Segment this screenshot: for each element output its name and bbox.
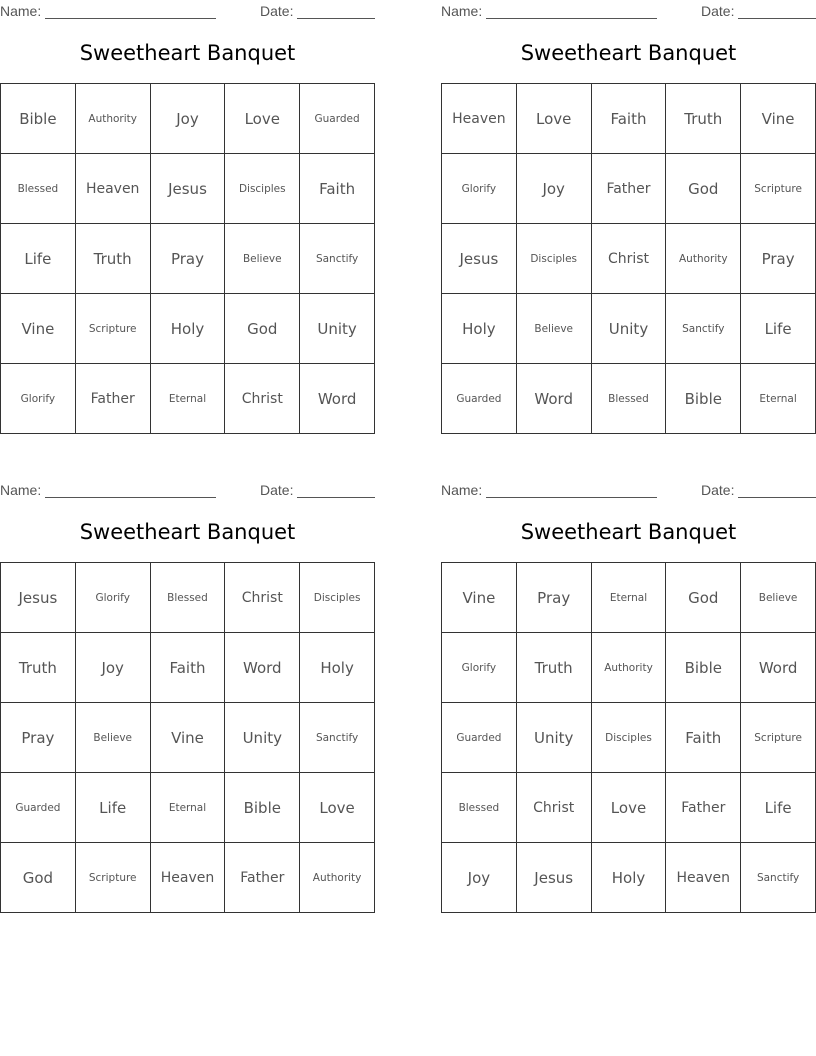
bingo-grid	[0, 83, 375, 434]
bingo-cell: Heaven	[76, 154, 151, 224]
bingo-cell: Pray	[517, 563, 592, 633]
bingo-cell: Life	[1, 224, 76, 294]
name-blank-line	[486, 18, 657, 19]
bingo-cell: Faith	[300, 154, 375, 224]
bingo-cell: Love	[592, 773, 667, 843]
bingo-cell: Christ	[225, 563, 300, 633]
name-blank-line	[45, 497, 216, 498]
bingo-cell: Eternal	[151, 364, 226, 434]
bingo-cell: Father	[76, 364, 151, 434]
bingo-cell: Truth	[517, 633, 592, 703]
bingo-cell: Christ	[592, 224, 667, 294]
bingo-cell: Jesus	[517, 843, 592, 913]
bingo-cell: Joy	[76, 633, 151, 703]
bingo-cell: Faith	[151, 633, 226, 703]
bingo-cell: Bible	[225, 773, 300, 843]
bingo-cell: Joy	[442, 843, 517, 913]
bingo-cell: Blessed	[1, 154, 76, 224]
bingo-cell: Holy	[300, 633, 375, 703]
date-blank-line	[738, 497, 816, 498]
bingo-cell: God	[225, 294, 300, 364]
bingo-cell: Blessed	[442, 773, 517, 843]
card-title: Sweetheart Banquet	[79, 41, 296, 65]
bingo-cell: Unity	[517, 703, 592, 773]
date-label: Date:	[260, 482, 294, 498]
bingo-cell: Glorify	[442, 633, 517, 703]
bingo-cell: Heaven	[151, 843, 226, 913]
bingo-cell: Sanctify	[300, 703, 375, 773]
name-label: Name:	[441, 482, 483, 498]
bingo-cell: Authority	[592, 633, 667, 703]
name-date-row	[441, 3, 816, 19]
bingo-cell: Heaven	[442, 84, 517, 154]
bingo-cell: Life	[76, 773, 151, 843]
bingo-cell: Truth	[1, 633, 76, 703]
bingo-cell: Love	[517, 84, 592, 154]
bingo-cell: Jesus	[442, 224, 517, 294]
bingo-cell: Holy	[592, 843, 667, 913]
bingo-cell: Blessed	[151, 563, 226, 633]
bingo-cell: Eternal	[741, 364, 816, 434]
bingo-cell: Eternal	[592, 563, 667, 633]
date-blank-line	[738, 18, 816, 19]
bingo-cell: Glorify	[76, 563, 151, 633]
bingo-cell: Unity	[592, 294, 667, 364]
bingo-cell: Authority	[76, 84, 151, 154]
bingo-cell: Holy	[442, 294, 517, 364]
bingo-cell: Believe	[741, 563, 816, 633]
bingo-cell: Love	[300, 773, 375, 843]
bingo-cell: Scripture	[76, 294, 151, 364]
bingo-cell: Blessed	[592, 364, 667, 434]
bingo-cell: Heaven	[666, 843, 741, 913]
date-blank-line	[297, 18, 375, 19]
bingo-cell: Christ	[517, 773, 592, 843]
bingo-cell: Believe	[76, 703, 151, 773]
bingo-cell: Vine	[1, 294, 76, 364]
card-title: Sweetheart Banquet	[520, 520, 737, 544]
bingo-cell: Sanctify	[666, 294, 741, 364]
bingo-cell: Sanctify	[300, 224, 375, 294]
bingo-cell: God	[666, 563, 741, 633]
bingo-cell: Guarded	[442, 364, 517, 434]
date-label: Date:	[260, 3, 294, 19]
bingo-cell: Unity	[300, 294, 375, 364]
bingo-cell: Vine	[151, 703, 226, 773]
bingo-cell: Faith	[592, 84, 667, 154]
bingo-cell: Life	[741, 773, 816, 843]
bingo-cell: God	[666, 154, 741, 224]
bingo-cell: Disciples	[592, 703, 667, 773]
bingo-cell: Unity	[225, 703, 300, 773]
bingo-cell: Father	[666, 773, 741, 843]
bingo-cell: Bible	[666, 633, 741, 703]
bingo-cell: Father	[592, 154, 667, 224]
bingo-cell: Disciples	[517, 224, 592, 294]
bingo-cell: Word	[741, 633, 816, 703]
bingo-cell: Sanctify	[741, 843, 816, 913]
bingo-cell: Glorify	[1, 364, 76, 434]
card-title: Sweetheart Banquet	[79, 520, 296, 544]
bingo-cell: Pray	[151, 224, 226, 294]
bingo-cell: Scripture	[741, 154, 816, 224]
bingo-cell: Word	[300, 364, 375, 434]
name-blank-line	[486, 497, 657, 498]
bingo-cell: Truth	[666, 84, 741, 154]
name-label: Name:	[441, 3, 483, 19]
name-date-row	[441, 482, 816, 498]
name-label: Name:	[0, 3, 42, 19]
card-title: Sweetheart Banquet	[520, 41, 737, 65]
bingo-cell: Love	[225, 84, 300, 154]
bingo-grid	[441, 562, 816, 913]
bingo-cell: Truth	[76, 224, 151, 294]
bingo-cell: Guarded	[1, 773, 76, 843]
bingo-cell: Scripture	[741, 703, 816, 773]
bingo-cell: Christ	[225, 364, 300, 434]
bingo-cell: Jesus	[1, 563, 76, 633]
bingo-cell: Pray	[1, 703, 76, 773]
bingo-cell: Glorify	[442, 154, 517, 224]
bingo-cell: Pray	[741, 224, 816, 294]
bingo-cell: Believe	[517, 294, 592, 364]
bingo-cell: Word	[517, 364, 592, 434]
bingo-cell: Guarded	[442, 703, 517, 773]
bingo-cell: Authority	[300, 843, 375, 913]
bingo-cell: Bible	[1, 84, 76, 154]
bingo-cell: Vine	[741, 84, 816, 154]
date-label: Date:	[701, 482, 735, 498]
bingo-grid	[441, 83, 816, 434]
bingo-cell: Holy	[151, 294, 226, 364]
date-label: Date:	[701, 3, 735, 19]
name-date-row	[0, 3, 375, 19]
bingo-cell: Believe	[225, 224, 300, 294]
bingo-cell: Joy	[151, 84, 226, 154]
bingo-cell: Joy	[517, 154, 592, 224]
bingo-cell: Faith	[666, 703, 741, 773]
bingo-grid	[0, 562, 375, 913]
bingo-cell: Disciples	[300, 563, 375, 633]
bingo-cell: Jesus	[151, 154, 226, 224]
bingo-cell: Father	[225, 843, 300, 913]
bingo-cell: Word	[225, 633, 300, 703]
bingo-cell: Authority	[666, 224, 741, 294]
name-blank-line	[45, 18, 216, 19]
bingo-cell: God	[1, 843, 76, 913]
name-date-row	[0, 482, 375, 498]
date-blank-line	[297, 497, 375, 498]
bingo-cell: Scripture	[76, 843, 151, 913]
name-label: Name:	[0, 482, 42, 498]
bingo-cell: Eternal	[151, 773, 226, 843]
bingo-cell: Life	[741, 294, 816, 364]
bingo-cell: Vine	[442, 563, 517, 633]
bingo-cell: Guarded	[300, 84, 375, 154]
bingo-cell: Disciples	[225, 154, 300, 224]
bingo-cell: Bible	[666, 364, 741, 434]
